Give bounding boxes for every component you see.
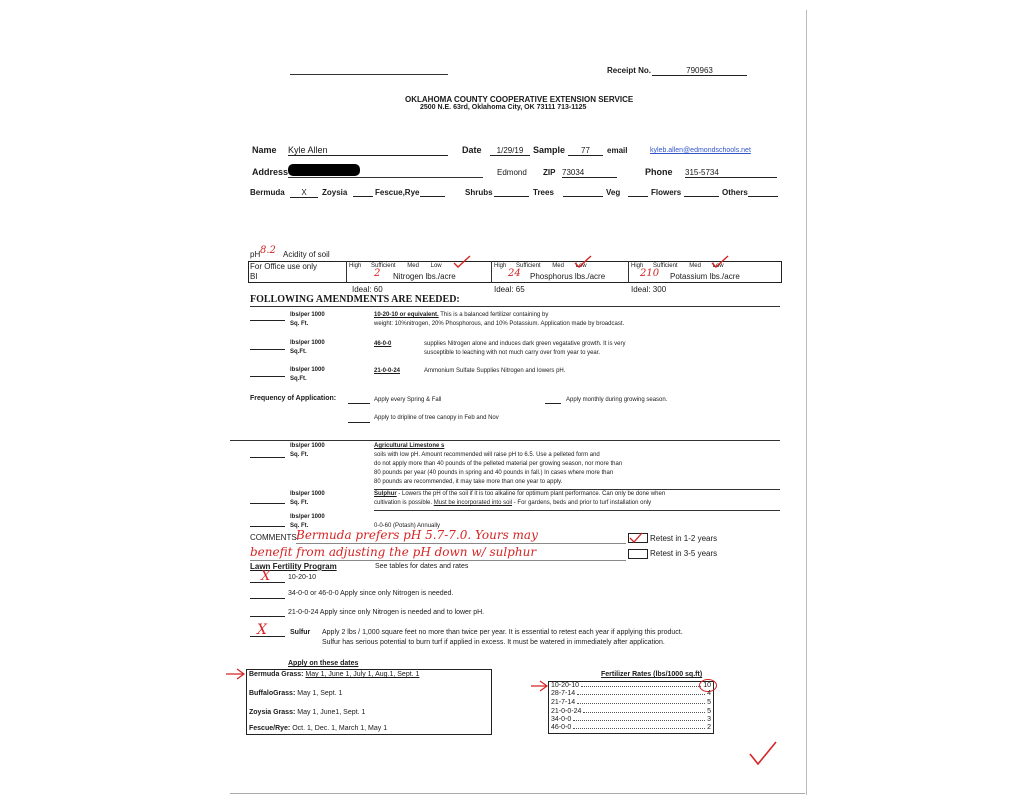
- rate-row-2-value: 4: [707, 690, 711, 697]
- zip-value: 73034: [562, 168, 617, 178]
- redacted-address: [288, 164, 360, 176]
- crop-zoysia-blank[interactable]: [353, 196, 373, 197]
- retest-1-label: Retest in 1-2 years: [650, 534, 718, 543]
- k-low: Low: [712, 263, 724, 269]
- section-rule: [230, 440, 780, 441]
- f3-desc: Ammonium Sulfate Supplies Nitrogen and lowers pH.: [424, 368, 566, 374]
- page-bottom-rule: [230, 793, 805, 794]
- lime-sqft: Sq. Ft.: [290, 452, 309, 458]
- address-rule: [288, 177, 483, 178]
- lime-1: soils with low pH. Amount recommended will raise pH to 6.5. Use a pelleted form and: [374, 452, 600, 458]
- potassium-value: 210: [640, 268, 660, 279]
- lawn-sulfur-label: Sulfur: [290, 629, 311, 636]
- rate-row-3-value: 5: [707, 699, 711, 706]
- crop-veg-blank[interactable]: [628, 196, 648, 197]
- p-sufficient: Sufficient: [516, 263, 541, 269]
- freq3-blank[interactable]: [348, 422, 370, 423]
- crop-fescue-blank[interactable]: [420, 196, 445, 197]
- amend2-blank[interactable]: [250, 349, 285, 350]
- f2-desc2: susceptible to leaching with not much carry over from year to year.: [424, 350, 601, 356]
- sulphur-1: - Lowers the pH of the soil if it is too alkaline for optimum plant performance. Can only be done when: [398, 491, 666, 497]
- bermuda-arrow-icon: [224, 667, 248, 681]
- comments-label: COMMENTS:: [250, 533, 299, 542]
- crop-others-blank[interactable]: [748, 196, 778, 197]
- amendments-heading: FOLLOWING AMENDMENTS ARE NEEDED:: [250, 294, 460, 305]
- crop-fescue: Fescue,Rye: [375, 188, 420, 197]
- n-sufficient: Sufficient: [371, 263, 396, 269]
- comment-line-2: benefit from adjusting the pH down w/ sulphur: [250, 545, 537, 559]
- name-label: Name: [252, 145, 277, 155]
- lawn-heading: Lawn Fertility Program: [250, 562, 337, 571]
- retest-2-label: Retest in 3-5 years: [650, 549, 718, 558]
- date-row-3-label: Zoysia Grass:: [249, 709, 296, 716]
- rate-row-6-name: 46-0-0: [551, 724, 572, 731]
- date-row-1-dates: May 1, June 1, July 1, Aug.1, Sept. 1: [305, 671, 420, 678]
- rate-row-5-value: 3: [707, 716, 711, 723]
- ph-value: 8.2: [260, 245, 276, 256]
- crop-others: Others: [722, 188, 748, 197]
- rate-row-6-value: 2: [707, 724, 711, 731]
- address-label: Address: [252, 167, 289, 177]
- crop-flowers-blank[interactable]: [684, 196, 719, 197]
- lime-3: 80 pounds per year (40 pounds in spring and 40 pounds in fall.) In cases where more than: [374, 470, 614, 476]
- sample-value: 77: [568, 146, 603, 156]
- sample-label: Sample: [533, 145, 566, 155]
- rate-row-2-name: 28-7-14: [551, 690, 576, 697]
- ideal-p: Ideal: 65: [494, 285, 525, 294]
- crop-shrubs: Shrubs: [465, 188, 493, 197]
- freq-2: Apply monthly during growing season.: [566, 397, 668, 403]
- acidity-label: Acidity of soil: [283, 250, 330, 259]
- potassium-label: Potassium lbs./acre: [670, 272, 740, 281]
- lime-4: 80 pounds are recommended, it may take more than one year to apply.: [374, 479, 563, 485]
- org-address: 2500 N.E. 63rd, Oklahoma City, OK 73111 713-1125: [420, 104, 587, 111]
- rate-row: [551, 716, 711, 723]
- rate-row-4-name: 21-0-0-24: [551, 708, 582, 715]
- nitrogen-label: Nitrogen lbs./acre: [393, 272, 456, 281]
- sulphur-2c: - For gardens, beds and prior to turf installation only: [513, 500, 652, 506]
- phosphorus-value: 24: [508, 268, 521, 279]
- n-low-checkmark-icon: [452, 254, 472, 270]
- lime-blank[interactable]: [250, 457, 285, 458]
- email-label: email: [607, 146, 628, 155]
- comment-line-1: Bermuda prefers pH 5.7-7.0. Yours may: [296, 528, 538, 542]
- email-value[interactable]: kyleb.allen@edmondschools.net: [650, 147, 751, 154]
- potash-blank[interactable]: [250, 526, 285, 527]
- amend2-lbs: lbs/per 1000: [290, 340, 325, 346]
- rate-row: [551, 690, 711, 697]
- amend1-sqft: Sq. Ft.: [290, 321, 309, 327]
- ideal-k: Ideal: 300: [631, 285, 667, 294]
- rates-heading: Fertilizer Rates (lbs/1000 sq.ft): [601, 671, 703, 678]
- freq-3: Apply to dripline of tree canopy in Feb and Nov: [374, 415, 499, 421]
- freq-label: Frequency of Application:: [250, 395, 337, 402]
- potash-text: 0-0-60 (Potash) Annually: [374, 523, 441, 529]
- crop-flowers: Flowers: [651, 188, 682, 197]
- lawn-opt3: 21-0-0-24 Apply since only Nitrogen is needed and to lower pH.: [288, 609, 485, 616]
- n-level-scale: [349, 263, 442, 269]
- lime-name: Agricultural Limestone s: [374, 443, 445, 449]
- sulphur-2a: cultivation is possible.: [374, 500, 433, 506]
- crop-shrubs-blank[interactable]: [494, 196, 529, 197]
- nitrogen-value: 2: [374, 268, 381, 279]
- date-row-2-label: BuffaloGrass:: [249, 690, 296, 697]
- retest-1-checkmark-icon: [629, 532, 643, 544]
- rate-row-3-name: 21-7-14: [551, 699, 576, 706]
- f2-desc: supplies Nitrogen alone and induces dark green vegatative growth. It is very: [424, 341, 626, 347]
- crop-zoysia: Zoysia: [322, 188, 348, 197]
- k-sufficient: Sufficient: [653, 263, 678, 269]
- lawn-see-tables: See tables for dates and rates: [375, 563, 469, 570]
- sulphur-name: Sulphur: [374, 491, 397, 497]
- retest-2-checkbox[interactable]: [628, 549, 648, 559]
- date-value: 1/29/19: [490, 146, 530, 156]
- receipt-number: 790963: [652, 66, 747, 76]
- sulphur-lbs: lbs/per 1000: [290, 491, 325, 497]
- bi-label: BI: [250, 272, 258, 281]
- f1-desc2: weight: 10%nitrogen, 20% Phosphorous, and 10% Potassium. Application made by broadcast.: [374, 321, 625, 327]
- freq2-blank[interactable]: [545, 403, 561, 404]
- lawn-sulfur-2: Sulfur has serious potential to burn turf if applied in excess. It must be watered in immediately after application.: [322, 639, 665, 646]
- org-name: OKLAHOMA COUNTY COOPERATIVE EXTENSION SERVICE: [405, 95, 634, 104]
- rates-arrow-icon: [529, 679, 551, 693]
- p-med: Med: [552, 263, 564, 269]
- lawn-opt2: 34-0-0 or 46-0-0 Apply since only Nitrogen is needed.: [288, 590, 454, 597]
- phone-label: Phone: [645, 167, 673, 177]
- approval-checkmark-icon: [748, 740, 778, 768]
- date-row-1-label: Bermuda Grass:: [249, 671, 304, 678]
- crop-bermuda: Bermuda: [250, 188, 285, 197]
- sulphur-sqft: Sq. Ft.: [290, 500, 309, 506]
- lawn-sulfur-blank[interactable]: [250, 626, 285, 637]
- crop-trees-blank[interactable]: [563, 196, 603, 197]
- amend2-sqft: Sq.Ft.: [290, 349, 307, 355]
- ideal-n: Ideal: 60: [352, 285, 383, 294]
- client-name: Kyle Allen: [288, 145, 448, 156]
- sulphur-blank[interactable]: [250, 503, 285, 504]
- office-use: For Office use only: [250, 262, 317, 271]
- k-med-checkmark-icon: [710, 254, 730, 270]
- p-low: Low: [575, 263, 587, 269]
- rate-row: [551, 724, 711, 731]
- n-low: Low: [430, 263, 442, 269]
- p-med-checkmark-icon: [573, 254, 593, 270]
- amend1-blank[interactable]: [250, 320, 285, 321]
- p-high: High: [494, 263, 507, 269]
- date-row-3-dates: May 1, June1, Sept. 1: [297, 709, 366, 716]
- f2-name: 46-0-0: [374, 341, 392, 347]
- sulphur-2b: Must be incorporated into soil: [433, 500, 513, 506]
- date-label: Date: [462, 145, 482, 155]
- f1-name: 10-20-10 or equivalent.: [374, 312, 439, 318]
- freq-1: Apply every Spring & Fall: [374, 397, 442, 403]
- dates-heading: Apply on these dates: [288, 660, 359, 667]
- city-value: Edmond: [497, 168, 527, 177]
- lawn-opt2-blank[interactable]: [250, 598, 285, 599]
- phone-value: 315-5734: [685, 168, 777, 178]
- date-row-2-dates: May 1, Sept. 1: [297, 690, 343, 697]
- amend3-lbs: lbs/per 1000: [290, 367, 325, 373]
- crop-trees: Trees: [533, 188, 554, 197]
- crop-veg: Veg: [606, 188, 621, 197]
- header-rule: [290, 74, 448, 75]
- rate-row: [551, 699, 711, 706]
- rate-row-1-value: 10: [703, 682, 711, 689]
- amend3-sqft: Sq.Ft.: [290, 376, 307, 382]
- receipt-label: Receipt No.: [607, 66, 652, 75]
- rate-row-1-name: 10-20-10: [551, 682, 580, 689]
- date-row-4-dates: Oct. 1, Dec. 1, March 1, May 1: [292, 725, 388, 732]
- lawn-opt3-blank[interactable]: [250, 616, 285, 617]
- zip-label: ZIP: [543, 168, 556, 177]
- n-high: High: [349, 263, 362, 269]
- amendments-rule: [250, 306, 780, 307]
- amend3-blank[interactable]: [250, 376, 285, 377]
- rate-row-4-value: 5: [707, 708, 711, 715]
- paper-edge: [806, 10, 807, 795]
- rate-row: [551, 682, 711, 689]
- potash-lbs: lbs/per 1000: [290, 514, 325, 520]
- date-row-4-label: Fescue/Rye:: [249, 725, 291, 732]
- lime-2: do not apply more than 40 pounds of the pelleted material per growing season, nor more than: [374, 461, 623, 467]
- k-high: High: [631, 263, 644, 269]
- phosphorus-label: Phosphorus lbs./acre: [530, 272, 606, 281]
- lawn-sulfur-1: Apply 2 lbs / 1,000 square feet no more than twice per year. It is essential to retest each year if applying this product.: [322, 629, 683, 636]
- f3-name: 21-0-0-24: [374, 368, 401, 374]
- k-med: Med: [689, 263, 701, 269]
- ph-label: pH: [250, 250, 261, 259]
- lawn-sulfur-mark: X: [257, 622, 267, 638]
- lime-lbs: lbs/per 1000: [290, 443, 325, 449]
- f1-desc: This is a balanced fertilizer containing by: [440, 312, 549, 318]
- potash-sqft: Sq. Ft.: [290, 523, 309, 529]
- freq1-blank[interactable]: [348, 403, 370, 404]
- amend1-lbs: lbs/per 1000: [290, 312, 325, 318]
- crop-bermuda-mark: X: [290, 188, 318, 198]
- lawn-opt1-mark: X: [261, 569, 271, 584]
- rate-row: [551, 708, 711, 715]
- n-med: Med: [407, 263, 419, 269]
- rate-row-5-name: 34-0-0: [551, 716, 572, 723]
- lawn-opt1: 10-20-10: [288, 574, 317, 581]
